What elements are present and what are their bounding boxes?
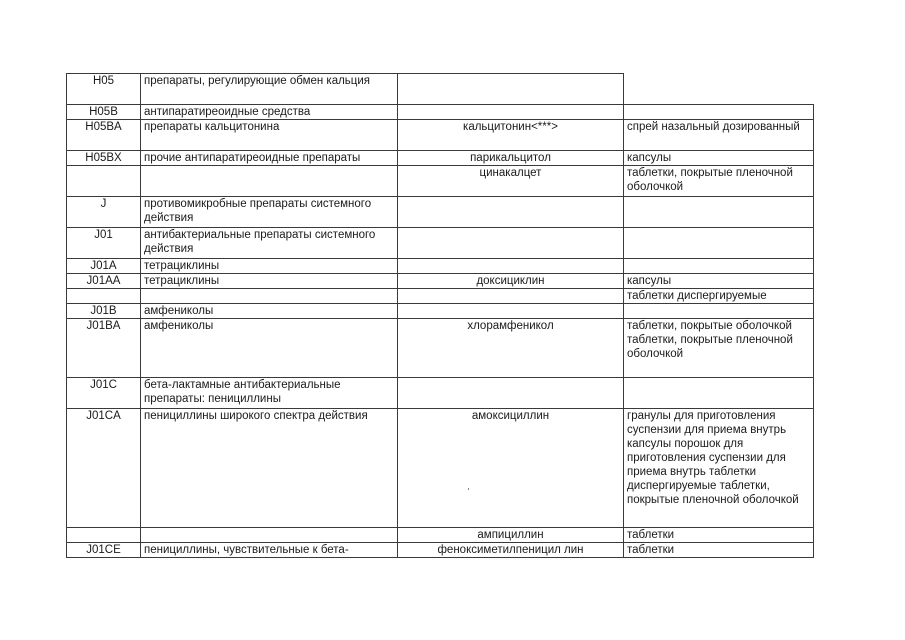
atc-code-cell: H05BA: [67, 120, 141, 151]
atc-code-cell: H05B: [67, 105, 141, 120]
dosage-form-cell: таблетки: [624, 543, 814, 558]
table-row: [67, 304, 814, 319]
inn-cell: кальцитонин<***>: [398, 120, 624, 151]
dosage-form-cell: таблетки: [624, 528, 814, 543]
atc-code-cell: J01CE: [67, 543, 141, 558]
table-row: [67, 120, 814, 151]
pharmacological-group-cell: [141, 166, 398, 197]
inn-cell: [398, 74, 624, 105]
table-row: [67, 166, 814, 197]
inn-cell: [398, 197, 624, 228]
dosage-form-cell: [624, 259, 814, 274]
dosage-form-cell: таблетки диспергируемые: [624, 289, 814, 304]
atc-code-cell: J: [67, 197, 141, 228]
atc-code-cell: H05: [67, 74, 141, 105]
inn-cell: [398, 304, 624, 319]
table-row: [67, 151, 814, 166]
dosage-form-cell: гранулы для приготовления суспензии для приема внутрь капсулы порошок для приготовления суспензии для приема внутрь таблетки диспергируемые таблетки, покрытые пленочной оболочкой: [624, 409, 814, 528]
dosage-form-cell: таблетки, покрытые пленочной оболочкой: [624, 166, 814, 197]
dosage-form-cell: таблетки, покрытые оболочкой таблетки, покрытые пленочной оболочкой: [624, 319, 814, 378]
atc-code-cell: J01CA: [67, 409, 141, 528]
dosage-form-cell: [624, 197, 814, 228]
pharmacological-group-cell: пенициллины широкого спектра действия: [141, 409, 398, 528]
dosage-form-cell: [624, 74, 814, 105]
inn-cell: амоксициллин: [398, 409, 624, 528]
inn-cell: [398, 228, 624, 259]
atc-code-cell: J01B: [67, 304, 141, 319]
atc-code-cell: J01AA: [67, 274, 141, 289]
atc-code-cell: [67, 166, 141, 197]
pharmacological-group-cell: противомикробные препараты системного действия: [141, 197, 398, 228]
table-row: [67, 289, 814, 304]
inn-cell: ампициллин: [398, 528, 624, 543]
pharmacological-group-cell: антипаратиреоидные средства: [141, 105, 398, 120]
dosage-form-cell: [624, 304, 814, 319]
dosage-form-cell: [624, 228, 814, 259]
pharmacological-group-cell: препараты, регулирующие обмен кальция: [141, 74, 398, 105]
pharmacological-group-cell: амфениколы: [141, 304, 398, 319]
table-row: [67, 409, 814, 528]
dosage-form-cell: капсулы: [624, 151, 814, 166]
pharmacological-group-cell: бета-лактамные антибактериальные препараты: пенициллины: [141, 378, 398, 409]
table-row: [67, 274, 814, 289]
inn-cell: феноксиметилпеницил лин: [398, 543, 624, 558]
pharmacological-group-cell: антибактериальные препараты системного действия: [141, 228, 398, 259]
table-row: [67, 319, 814, 378]
inn-cell: [398, 259, 624, 274]
pharmacological-group-cell: [141, 289, 398, 304]
inn-cell: [398, 105, 624, 120]
dosage-form-cell: [624, 378, 814, 409]
pharmacological-group-cell: тетрациклины: [141, 274, 398, 289]
inn-cell: [398, 378, 624, 409]
table-row: [67, 228, 814, 259]
atc-code-cell: H05BX: [67, 151, 141, 166]
pharmacological-group-cell: [141, 528, 398, 543]
table-row: [67, 74, 814, 105]
dosage-form-cell: [624, 105, 814, 120]
table-row: [67, 259, 814, 274]
table-row: [67, 528, 814, 543]
atc-code-cell: J01: [67, 228, 141, 259]
pharmacological-group-cell: препараты кальцитонина: [141, 120, 398, 151]
table-row: [67, 105, 814, 120]
pharmacological-group-cell: пенициллины, чувствительные к бета-: [141, 543, 398, 558]
inn-cell: [398, 289, 624, 304]
atc-code-cell: [67, 289, 141, 304]
drug-list-table: [66, 73, 814, 558]
pharmacological-group-cell: тетрациклины: [141, 259, 398, 274]
pharmacological-group-cell: прочие антипаратиреоидные препараты: [141, 151, 398, 166]
inn-cell: парикальцитол: [398, 151, 624, 166]
table-row: [67, 197, 814, 228]
dosage-form-cell: капсулы: [624, 274, 814, 289]
inn-cell: цинакалцет: [398, 166, 624, 197]
table-row: [67, 378, 814, 409]
atc-code-cell: [67, 528, 141, 543]
atc-code-cell: J01A: [67, 259, 141, 274]
dosage-form-cell: спрей назальный дозированный: [624, 120, 814, 151]
atc-code-cell: J01BA: [67, 319, 141, 378]
atc-code-cell: J01C: [67, 378, 141, 409]
scan-speck: [468, 488, 469, 490]
inn-cell: доксициклин: [398, 274, 624, 289]
table-row: [67, 543, 814, 558]
pharmacological-group-cell: амфениколы: [141, 319, 398, 378]
inn-cell: хлорамфеникол: [398, 319, 624, 378]
